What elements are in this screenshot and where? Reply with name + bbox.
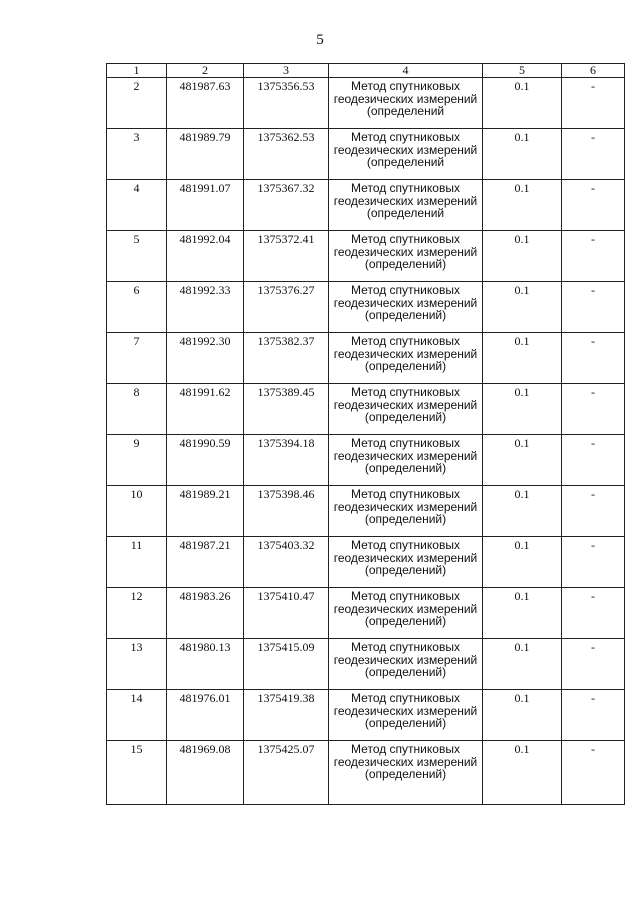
note-cell: -	[562, 231, 625, 282]
coord-x-cell: 481969.08	[167, 741, 244, 805]
table-row	[107, 639, 625, 690]
table-row	[107, 282, 625, 333]
accuracy-cell: 0.1	[483, 741, 562, 805]
coord-y-cell: 1375425.07	[244, 741, 329, 805]
table-row	[107, 537, 625, 588]
accuracy-cell: 0.1	[483, 180, 562, 231]
coord-x-cell: 481987.21	[167, 537, 244, 588]
accuracy-cell: 0.1	[483, 231, 562, 282]
method-cell: Метод спутниковых геодезических измерений (определений)	[329, 537, 483, 588]
method-cell: Метод спутниковых геодезических измерений (определений	[329, 180, 483, 231]
table-row	[107, 78, 625, 129]
point-number-cell: 12	[107, 588, 167, 639]
method-cell: Метод спутниковых геодезических измерений (определений)	[329, 333, 483, 384]
table-row	[107, 588, 625, 639]
method-cell: Метод спутниковых геодезических измерений (определений)	[329, 741, 483, 805]
point-number-cell: 3	[107, 129, 167, 180]
point-number-cell: 4	[107, 180, 167, 231]
coord-x-cell: 481990.59	[167, 435, 244, 486]
table-row	[107, 435, 625, 486]
coord-x-cell: 481976.01	[167, 690, 244, 741]
method-cell: Метод спутниковых геодезических измерений (определений	[329, 129, 483, 180]
note-cell: -	[562, 384, 625, 435]
table-row	[107, 180, 625, 231]
coord-x-cell: 481983.26	[167, 588, 244, 639]
table-row	[107, 129, 625, 180]
point-number-cell: 8	[107, 384, 167, 435]
accuracy-cell: 0.1	[483, 282, 562, 333]
coord-y-cell: 1375403.32	[244, 537, 329, 588]
note-cell: -	[562, 690, 625, 741]
table-row	[107, 231, 625, 282]
table-row	[107, 333, 625, 384]
point-number-cell: 2	[107, 78, 167, 129]
note-cell: -	[562, 180, 625, 231]
table-row	[107, 690, 625, 741]
coord-y-cell: 1375410.47	[244, 588, 329, 639]
method-cell: Метод спутниковых геодезических измерений (определений	[329, 78, 483, 129]
method-cell: Метод спутниковых геодезических измерений (определений)	[329, 435, 483, 486]
header-cell-4: 4	[329, 64, 483, 78]
header-cell-6: 6	[562, 64, 625, 78]
note-cell: -	[562, 537, 625, 588]
coord-y-cell: 1375376.27	[244, 282, 329, 333]
point-number-cell: 15	[107, 741, 167, 805]
accuracy-cell: 0.1	[483, 537, 562, 588]
accuracy-cell: 0.1	[483, 78, 562, 129]
method-cell: Метод спутниковых геодезических измерений (определений)	[329, 690, 483, 741]
accuracy-cell: 0.1	[483, 129, 562, 180]
note-cell: -	[562, 129, 625, 180]
table-row	[107, 741, 625, 805]
point-number-cell: 9	[107, 435, 167, 486]
coord-x-cell: 481992.04	[167, 231, 244, 282]
point-number-cell: 14	[107, 690, 167, 741]
coordinates-table	[106, 63, 625, 805]
coord-x-cell: 481989.21	[167, 486, 244, 537]
coord-x-cell: 481992.30	[167, 333, 244, 384]
point-number-cell: 6	[107, 282, 167, 333]
point-number-cell: 7	[107, 333, 167, 384]
coord-x-cell: 481992.33	[167, 282, 244, 333]
coord-y-cell: 1375362.53	[244, 129, 329, 180]
note-cell: -	[562, 78, 625, 129]
table-header-row	[107, 64, 625, 78]
coord-x-cell: 481991.62	[167, 384, 244, 435]
accuracy-cell: 0.1	[483, 384, 562, 435]
accuracy-cell: 0.1	[483, 588, 562, 639]
coord-y-cell: 1375398.46	[244, 486, 329, 537]
method-cell: Метод спутниковых геодезических измерений (определений)	[329, 588, 483, 639]
header-cell-1: 1	[107, 64, 167, 78]
note-cell: -	[562, 741, 625, 805]
method-cell: Метод спутниковых геодезических измерений (определений)	[329, 282, 483, 333]
coord-y-cell: 1375367.32	[244, 180, 329, 231]
note-cell: -	[562, 435, 625, 486]
coord-y-cell: 1375389.45	[244, 384, 329, 435]
note-cell: -	[562, 639, 625, 690]
note-cell: -	[562, 588, 625, 639]
method-cell: Метод спутниковых геодезических измерений (определений)	[329, 384, 483, 435]
coord-x-cell: 481989.79	[167, 129, 244, 180]
point-number-cell: 13	[107, 639, 167, 690]
method-cell: Метод спутниковых геодезических измерений (определений)	[329, 231, 483, 282]
point-number-cell: 11	[107, 537, 167, 588]
point-number-cell: 5	[107, 231, 167, 282]
header-cell-2: 2	[167, 64, 244, 78]
page-number: 5	[316, 32, 324, 48]
table-row	[107, 486, 625, 537]
coord-y-cell: 1375382.37	[244, 333, 329, 384]
table-row	[107, 384, 625, 435]
note-cell: -	[562, 282, 625, 333]
coord-y-cell: 1375356.53	[244, 78, 329, 129]
accuracy-cell: 0.1	[483, 486, 562, 537]
method-cell: Метод спутниковых геодезических измерений (определений)	[329, 486, 483, 537]
coord-x-cell: 481991.07	[167, 180, 244, 231]
coord-y-cell: 1375372.41	[244, 231, 329, 282]
note-cell: -	[562, 486, 625, 537]
coord-y-cell: 1375415.09	[244, 639, 329, 690]
accuracy-cell: 0.1	[483, 690, 562, 741]
coord-x-cell: 481987.63	[167, 78, 244, 129]
note-cell: -	[562, 333, 625, 384]
coord-y-cell: 1375394.18	[244, 435, 329, 486]
accuracy-cell: 0.1	[483, 639, 562, 690]
header-cell-5: 5	[483, 64, 562, 78]
coord-x-cell: 481980.13	[167, 639, 244, 690]
coord-y-cell: 1375419.38	[244, 690, 329, 741]
accuracy-cell: 0.1	[483, 333, 562, 384]
header-cell-3: 3	[244, 64, 329, 78]
method-cell: Метод спутниковых геодезических измерений (определений)	[329, 639, 483, 690]
accuracy-cell: 0.1	[483, 435, 562, 486]
point-number-cell: 10	[107, 486, 167, 537]
